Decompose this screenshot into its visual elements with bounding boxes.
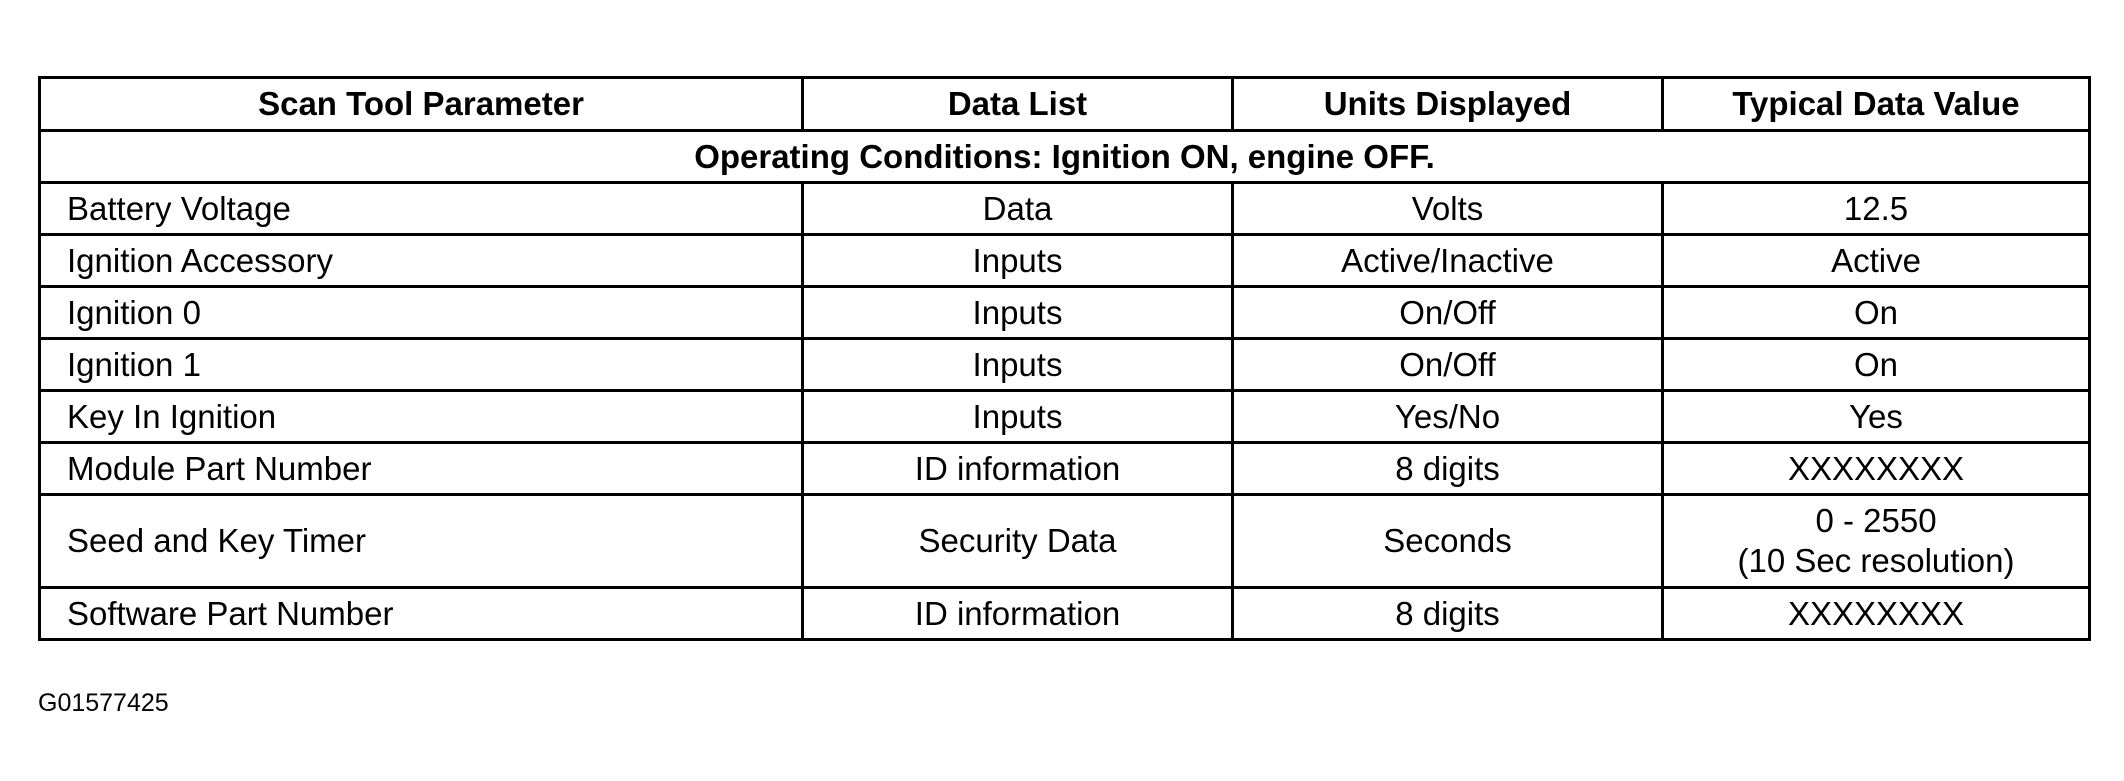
typical-value-note: (10 Sec resolution) bbox=[1737, 542, 2015, 579]
parameter-cell: Key In Ignition bbox=[40, 391, 803, 443]
units-cell: Volts bbox=[1233, 183, 1663, 235]
units-cell: 8 digits bbox=[1233, 588, 1663, 640]
data-list-cell: Inputs bbox=[803, 287, 1233, 339]
units-cell: On/Off bbox=[1233, 339, 1663, 391]
table-row bbox=[40, 235, 2090, 287]
section-row bbox=[40, 131, 2090, 183]
parameter-cell: Seed and Key Timer bbox=[40, 495, 803, 588]
typical-value-range: 0 - 2550 bbox=[1815, 502, 1937, 539]
units-cell: Seconds bbox=[1233, 495, 1663, 588]
header-scan-tool-parameter: Scan Tool Parameter bbox=[40, 78, 803, 131]
parameter-cell: Ignition Accessory bbox=[40, 235, 803, 287]
table-row bbox=[40, 183, 2090, 235]
units-cell: 8 digits bbox=[1233, 443, 1663, 495]
header-units-displayed: Units Displayed bbox=[1233, 78, 1663, 131]
typical-value-cell: XXXXXXXX bbox=[1663, 588, 2090, 640]
table-header-row bbox=[40, 78, 2090, 131]
table-row bbox=[40, 287, 2090, 339]
data-list-cell: Inputs bbox=[803, 391, 1233, 443]
typical-value-cell: 12.5 bbox=[1663, 183, 2090, 235]
table-row bbox=[40, 443, 2090, 495]
header-typical-data-value: Typical Data Value bbox=[1663, 78, 2090, 131]
units-cell: Yes/No bbox=[1233, 391, 1663, 443]
operating-conditions-label: Operating Conditions: Ignition ON, engine OFF. bbox=[40, 131, 2090, 183]
data-list-cell: ID information bbox=[803, 443, 1233, 495]
typical-value-cell: Active bbox=[1663, 235, 2090, 287]
parameter-cell: Module Part Number bbox=[40, 443, 803, 495]
typical-value-cell bbox=[1663, 495, 2090, 588]
scan-tool-data-table bbox=[38, 76, 2091, 641]
header-data-list: Data List bbox=[803, 78, 1233, 131]
table-row bbox=[40, 588, 2090, 640]
units-cell: Active/Inactive bbox=[1233, 235, 1663, 287]
typical-value-cell: Yes bbox=[1663, 391, 2090, 443]
parameter-cell: Ignition 1 bbox=[40, 339, 803, 391]
table-row bbox=[40, 339, 2090, 391]
data-list-cell: Data bbox=[803, 183, 1233, 235]
table-row bbox=[40, 391, 2090, 443]
parameter-cell: Battery Voltage bbox=[40, 183, 803, 235]
data-list-cell: ID information bbox=[803, 588, 1233, 640]
data-list-cell: Inputs bbox=[803, 235, 1233, 287]
typical-value-cell: On bbox=[1663, 287, 2090, 339]
typical-value-cell: On bbox=[1663, 339, 2090, 391]
units-cell: On/Off bbox=[1233, 287, 1663, 339]
parameter-cell: Software Part Number bbox=[40, 588, 803, 640]
table-row bbox=[40, 495, 2090, 588]
data-list-cell: Inputs bbox=[803, 339, 1233, 391]
typical-value-cell: XXXXXXXX bbox=[1663, 443, 2090, 495]
parameter-cell: Ignition 0 bbox=[40, 287, 803, 339]
data-list-cell: Security Data bbox=[803, 495, 1233, 588]
figure-id-label: G01577425 bbox=[38, 689, 169, 717]
